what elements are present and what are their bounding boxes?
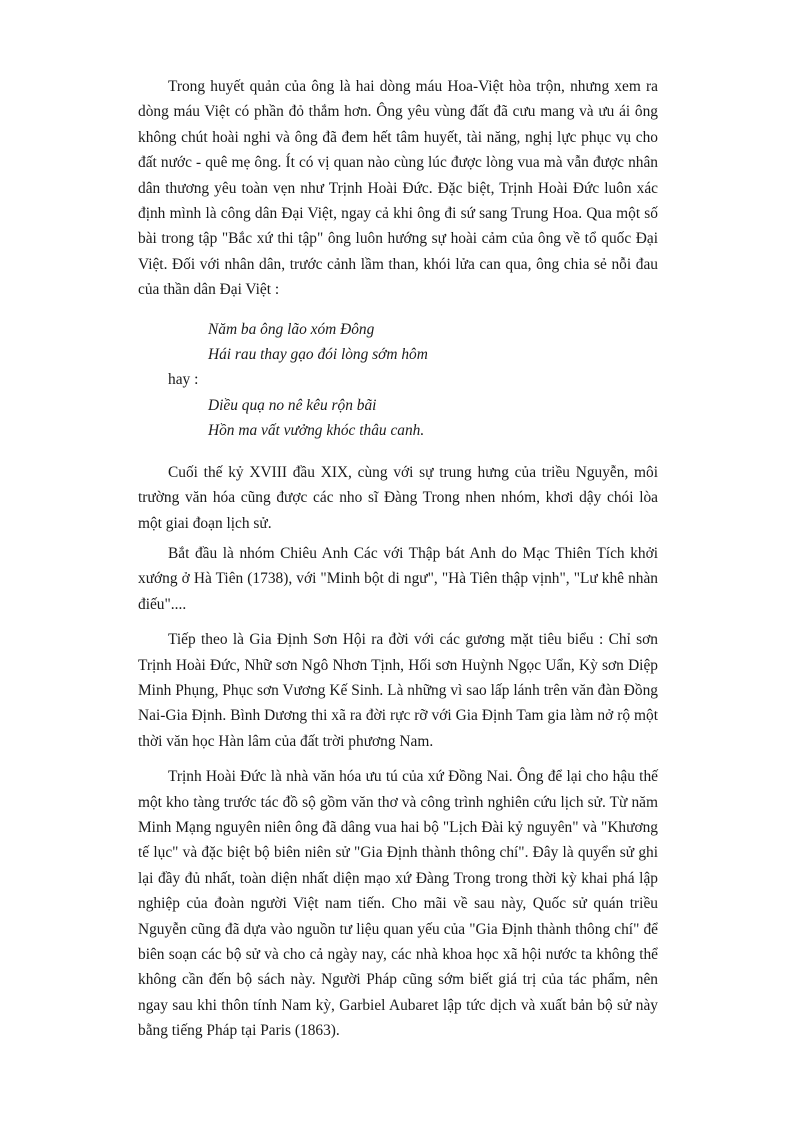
document-page — [138, 74, 658, 1044]
verse-1-line-2: Hái rau thay gạo đói lòng sớm hôm — [208, 346, 428, 364]
paragraph-2: Cuối thế kỷ XVIII đầu XIX, cùng với sự trung hưng của triều Nguyễn, môi trường văn hóa cũng được các nho sĩ Đàng Trong nhen nhóm, khơi dậy chói lòa một giai đoạn lịch sử. — [138, 463, 658, 532]
paragraph-5: Trịnh Hoài Đức là nhà văn hóa ưu tú của xứ Đồng Nai. Ông để lại cho hậu thế một kho tàng trước tác đồ sộ gồm văn thơ và công trình nghiên cứu lịch sử. Từ năm Minh Mạng nguyên niên ông đã dâng vua hai bộ "Lịch Đài kỷ nguyên" và "Khương tế lục" và đặc biệt bộ biên niên sử "Gia Định thành thông chí". Đây là quyển sử ghi lại đầy đủ nhất, toàn diện nhất diện mạo xứ Đàng Trong trong thời kỳ khai phá lập nghiệp của đoàn người Việt nam tiến. Cho mãi về sau này, Quốc sử quán triều Nguyễn cũng đã dựa vào nguồn tư liệu quan yếu của "Gia Định thành thông chí" để biên soạn các bộ sử và cho cả ngày nay, các nhà khoa học xã hội nước ta không thể không cần đến bộ sách này. Người Pháp cũng sớm biết giá trị của tác phẩm, nên ngay sau khi thôn tính Nam kỳ, Garbiel Aubaret lập tức dịch và xuất bản bộ sử này bằng tiếng Pháp tại Paris (1863). — [138, 768, 658, 1040]
paragraph-3: Bắt đầu là nhóm Chiêu Anh Các với Thập bát Anh do Mạc Thiên Tích khởi xướng ở Hà Tiên (1738), với "Minh bột di ngư", "Hà Tiên thập vịnh", "Lư khê nhàn điếu".... — [138, 544, 658, 613]
paragraph-1: Trong huyết quản của ông là hai dòng máu Hoa-Việt hòa trộn, nhưng xem ra dòng máu Việt có phần đỏ thắm hơn. Ông yêu vùng đất đã cưu mang và ưu ái ông không chút hoài nghi và ông đã đem hết tâm huyết, tài năng, nghị lực phục vụ cho đất nước - quê mẹ ông. Ít có vị quan nào cùng lúc được lòng vua mà vẫn được nhân dân thương yêu toàn vẹn như Trịnh Hoài Đức. Đặc biệt, Trịnh Hoài Đức luôn xác định mình là công dân Đại Việt, ngay cả khi ông đi sứ sang Trung Hoa. Qua một số bài trong tập "Bắc xứ thi tập" ông luôn hướng sự hoài cảm của ông về tổ quốc Đại Việt. Đối với nhân dân, trước cảnh lầm than, khói lửa can qua, ông chia sẻ nỗi đau của thần dân Đại Việt : — [138, 78, 658, 299]
verse-1-line-1: Năm ba ông lão xóm Đông — [208, 320, 375, 338]
verse-connector: hay : — [168, 371, 199, 389]
verse-2-line-1: Diều quạ no nê kêu rộn bãi — [208, 396, 377, 414]
verse-2-line-2: Hồn ma vất vưởng khóc thâu canh. — [208, 422, 425, 440]
paragraph-4: Tiếp theo là Gia Định Sơn Hội ra đời với các gương mặt tiêu biểu : Chỉ sơn Trịnh Hoài Đức, Nhữ sơn Ngô Nhơn Tịnh, Hối sơn Huỳnh Ngọc Uẩn, Kỳ sơn Diệp Minh Phụng, Phục sơn Vương Kế Sinh. Là những vì sao lấp lánh trên văn đàn Đồng Nai-Gia Định. Bình Dương thi xã ra đời rực rỡ với Gia Định Tam gia làm nở rộ một thời văn học Hàn lâm của đất trời phương Nam. — [138, 631, 658, 750]
